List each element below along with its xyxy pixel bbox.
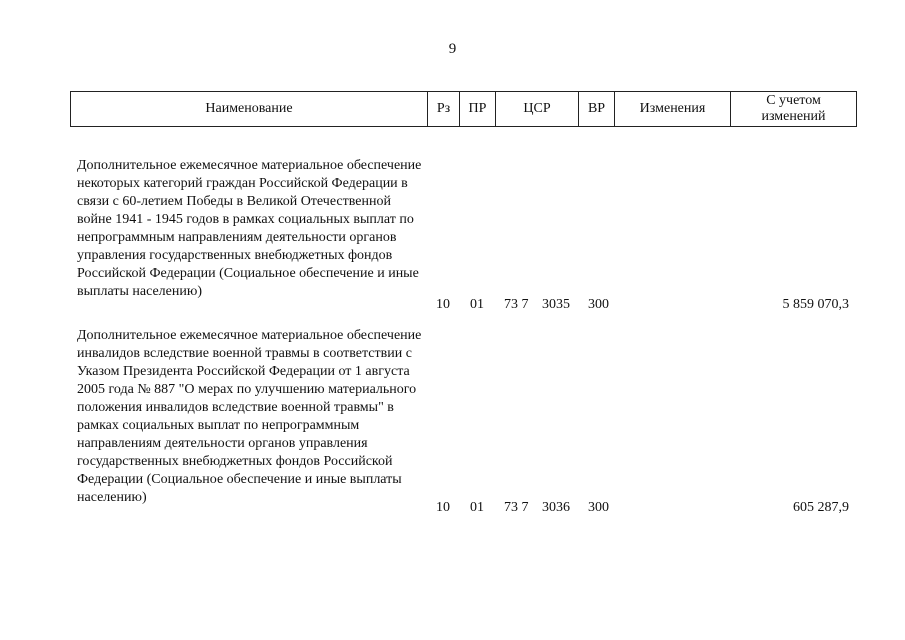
row-name: Дополнительное ежемесячное материальное обеспечение некоторых категорий граждан Российской Федерации в связи с 60-летием Победы в Великой Отечественной войне 1941 - 1945 годов в рамках социальных выплат по непрограммным направлениям деятельности органов управления государственных внебюджетных фондов Российской Федерации (Социальное обеспечение и иные выплаты населению) <box>77 158 422 299</box>
row-csr-code: 3035 <box>542 297 570 312</box>
table-header <box>70 91 857 127</box>
header-name: Наименование <box>71 92 428 127</box>
row-csr-program: 73 7 <box>504 297 529 312</box>
page-number: 9 <box>448 41 457 57</box>
table-row <box>0 157 905 319</box>
header-with-changes: С учетом изменений <box>731 92 857 127</box>
header-pr: ПР <box>460 92 496 127</box>
row-pr: 01 <box>470 500 484 515</box>
header-vr: ВР <box>579 92 615 127</box>
row-csr-code: 3036 <box>542 500 570 515</box>
header-changes: Изменения <box>615 92 731 127</box>
row-vr: 300 <box>588 500 609 515</box>
row-vr: 300 <box>588 297 609 312</box>
row-name: Дополнительное ежемесячное материальное обеспечение инвалидов вследствие военной травмы в соответствии с Указом Президента Российской Федерации от 1 августа 2005 года № 887 "О мерах по улучшению материального положения инвалидов вследствие военной травмы" в рамках социальных выплат по непрограммным направлениям деятельности органов управления государственных внебюджетных фондов Российской Федерации (Социальное обеспечение и иные выплаты населению) <box>77 328 422 505</box>
row-total: 5 859 070,3 <box>782 297 849 312</box>
row-csr-program: 73 7 <box>504 500 529 515</box>
header-csr: ЦСР <box>496 92 579 127</box>
row-rz: 10 <box>436 500 450 515</box>
table-row <box>0 327 905 523</box>
header-rz: Рз <box>428 92 460 127</box>
row-total: 605 287,9 <box>793 500 849 515</box>
row-pr: 01 <box>470 297 484 312</box>
row-rz: 10 <box>436 297 450 312</box>
